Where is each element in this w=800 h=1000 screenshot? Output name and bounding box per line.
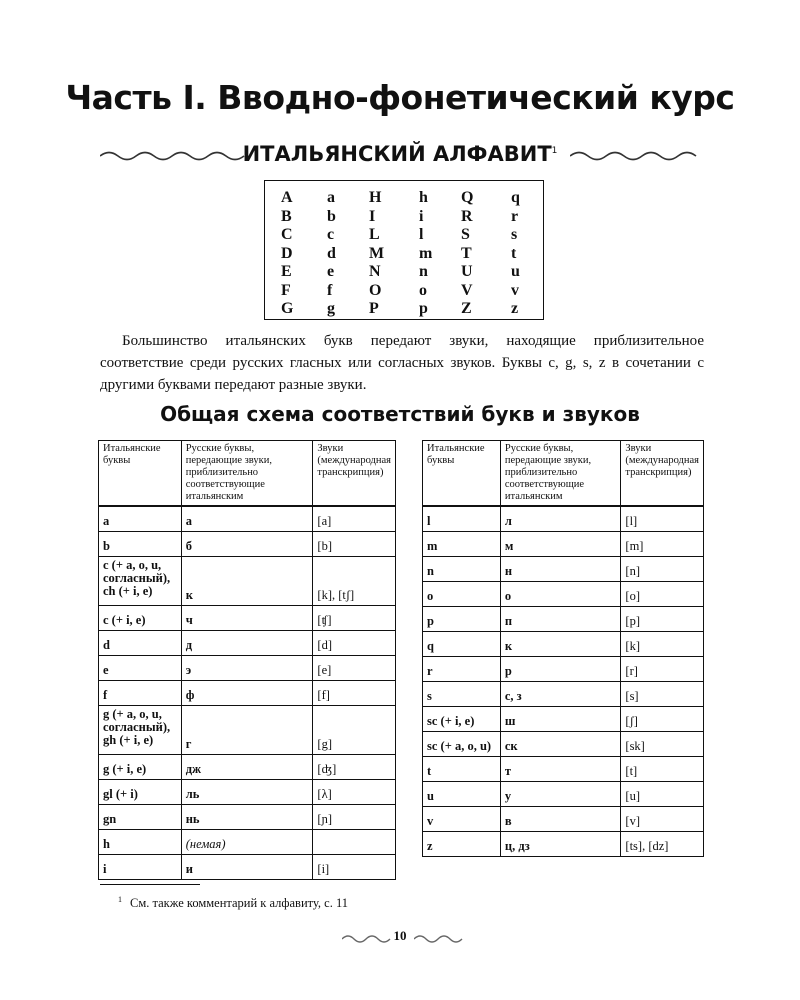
page-number-left-ornament <box>342 934 392 944</box>
alphabet-letter: Q <box>461 189 474 206</box>
italian-letter-cell: b <box>99 532 182 557</box>
table-row <box>423 832 704 857</box>
italian-letter-cell: q <box>423 632 501 657</box>
alphabet-letter: G <box>281 300 294 317</box>
sound-cell: [a] <box>313 506 396 532</box>
footnote-mark: 1 <box>118 895 122 904</box>
table-row <box>99 805 396 830</box>
russian-letter-cell: ш <box>500 707 621 732</box>
alphabet-letter: B <box>281 207 292 225</box>
alphabet-letter: g <box>327 300 335 317</box>
sound-cell: [k], [tʃ] <box>313 557 396 606</box>
table-row <box>99 631 396 656</box>
italian-letter-cell: u <box>423 782 501 807</box>
sound-cell: [λ] <box>313 780 396 805</box>
russian-letter-cell: (немая) <box>181 830 313 855</box>
alphabet-letter: H <box>369 189 382 206</box>
table-row <box>423 707 704 732</box>
header-italian-letters: Итальянские буквы <box>99 441 182 507</box>
sound-cell: [b] <box>313 532 396 557</box>
sound-cell: [i] <box>313 855 396 880</box>
alphabet-letter: f <box>327 281 333 299</box>
sound-cell: [u] <box>621 782 704 807</box>
italian-letter-cell: z <box>423 832 501 857</box>
alphabet-letter: i <box>419 207 424 225</box>
russian-letter-cell: г <box>181 706 313 755</box>
alphabet-letter: A <box>281 189 293 206</box>
table-row <box>423 732 704 757</box>
italian-letter-cell: gn <box>99 805 182 830</box>
italian-letter-cell: h <box>99 830 182 855</box>
table-row <box>423 807 704 832</box>
italian-letter-cell: e <box>99 656 182 681</box>
sound-cell: [m] <box>621 532 704 557</box>
russian-letter-cell: т <box>500 757 621 782</box>
sound-cell: [f] <box>313 681 396 706</box>
russian-letter-cell: ч <box>181 606 313 631</box>
alphabet-letter: C <box>281 226 293 243</box>
table-heading: Общая схема соответствий букв и звуков <box>160 402 640 426</box>
header-russian-letters: Русские буквы, передающие звуки, приблизительно соответствующие итальянским <box>500 441 621 507</box>
alphabet-letter: l <box>419 226 424 243</box>
page-title: Часть I. Вводно-фонетический курс <box>65 78 735 117</box>
alphabet-letter: Z <box>461 300 472 317</box>
alphabet-box <box>264 180 544 320</box>
alphabet-letter: s <box>511 226 518 243</box>
alphabet-letter: F <box>281 281 291 299</box>
section-title-text: ИТАЛЬЯНСКИЙ АЛФАВИТ <box>242 142 552 166</box>
italian-letter-cell: g (+ a, o, u, согласный), gh (+ i, e) <box>99 706 182 755</box>
italian-letter-cell: s <box>423 682 501 707</box>
alphabet-letter: P <box>369 300 379 317</box>
italian-letter-cell: d <box>99 631 182 656</box>
sound-cell: [g] <box>313 706 396 755</box>
russian-letter-cell: п <box>500 607 621 632</box>
alphabet-letter: a <box>327 189 335 206</box>
alphabet-letter: R <box>461 207 473 225</box>
russian-letter-cell: и <box>181 855 313 880</box>
italian-letter-cell: t <box>423 757 501 782</box>
alphabet-letter: t <box>511 244 517 262</box>
table-row <box>99 755 396 780</box>
russian-letter-cell: л <box>500 506 621 532</box>
russian-letter-cell: к <box>181 557 313 606</box>
alphabet-letter: V <box>461 281 473 299</box>
italian-letter-cell: sc (+ i, e) <box>423 707 501 732</box>
alphabet-letter: e <box>327 263 335 280</box>
sound-cell: [n] <box>621 557 704 582</box>
russian-letter-cell: н <box>500 557 621 582</box>
header-italian-letters: Итальянские буквы <box>423 441 501 507</box>
alphabet-letter: r <box>511 207 519 225</box>
sound-cell: [r] <box>621 657 704 682</box>
sound-cell: [ɲ] <box>313 805 396 830</box>
russian-letter-cell: м <box>500 532 621 557</box>
table-row <box>99 532 396 557</box>
italian-letter-cell: c (+ a, o, u, согласный), ch (+ i, e) <box>99 557 182 606</box>
alphabet-letter: u <box>511 263 520 280</box>
italian-letter-cell: f <box>99 681 182 706</box>
alphabet-letter: N <box>369 263 381 280</box>
sound-cell: [sk] <box>621 732 704 757</box>
italian-letter-cell: c (+ i, e) <box>99 606 182 631</box>
russian-letter-cell: у <box>500 782 621 807</box>
alphabet-letter: O <box>369 281 382 299</box>
page-number: 10 <box>393 928 407 943</box>
russian-letter-cell: р <box>500 657 621 682</box>
table-row <box>423 557 704 582</box>
alphabet-letter: z <box>511 300 519 317</box>
alphabet-letter: I <box>369 207 376 225</box>
table-row <box>423 632 704 657</box>
right-wave-ornament <box>570 150 700 162</box>
russian-letter-cell: в <box>500 807 621 832</box>
italian-letter-cell: a <box>99 506 182 532</box>
sound-cell: [ʃ] <box>621 707 704 732</box>
table-row <box>99 780 396 805</box>
sound-cell: [o] <box>621 582 704 607</box>
alphabet-letter: d <box>327 244 336 262</box>
table-row <box>99 855 396 880</box>
italian-letter-cell: v <box>423 807 501 832</box>
italian-letter-cell: m <box>423 532 501 557</box>
table-row <box>423 582 704 607</box>
alphabet-letter: L <box>369 226 380 243</box>
table-row <box>99 706 396 755</box>
sound-cell: [v] <box>621 807 704 832</box>
alphabet-letter: E <box>281 263 292 280</box>
sound-cell: [d] <box>313 631 396 656</box>
table-row <box>99 557 396 606</box>
russian-letter-cell: э <box>181 656 313 681</box>
russian-letter-cell: б <box>181 532 313 557</box>
section-title-row <box>100 142 700 172</box>
table-row <box>99 656 396 681</box>
alphabet-letter: n <box>419 263 428 280</box>
footnote-text: См. также комментарий к алфавиту, с. 11 <box>130 896 349 911</box>
table-row <box>423 782 704 807</box>
table-row <box>423 506 704 532</box>
table-row <box>423 757 704 782</box>
table-row <box>99 681 396 706</box>
sound-cell: [t] <box>621 757 704 782</box>
italian-letter-cell: sc (+ a, o, u) <box>423 732 501 757</box>
sound-cell: [l] <box>621 506 704 532</box>
header-russian-letters: Русские буквы, передающие звуки, приблизительно соответствующие итальянским <box>181 441 313 507</box>
alphabet-letter: m <box>419 244 433 262</box>
russian-letter-cell: с, з <box>500 682 621 707</box>
footnote <box>118 895 348 911</box>
sound-cell: [e] <box>313 656 396 681</box>
table-row <box>423 682 704 707</box>
alphabet-letter: S <box>461 226 470 243</box>
italian-letter-cell: g (+ i, e) <box>99 755 182 780</box>
header-sounds: Звуки (международная транскрипция) <box>621 441 704 507</box>
russian-letter-cell: к <box>500 632 621 657</box>
italian-letter-cell: l <box>423 506 501 532</box>
italian-letter-cell: p <box>423 607 501 632</box>
russian-letter-cell: нь <box>181 805 313 830</box>
sound-cell: [p] <box>621 607 704 632</box>
table-row <box>99 830 396 855</box>
alphabet-letter: q <box>511 189 520 206</box>
alphabet-letter: M <box>369 244 385 262</box>
russian-letter-cell: ск <box>500 732 621 757</box>
alphabet-grid <box>281 189 551 319</box>
sound-cell: [s] <box>621 682 704 707</box>
alphabet-letter: h <box>419 189 428 206</box>
alphabet-letter: T <box>461 244 472 262</box>
table-row <box>423 532 704 557</box>
alphabet-letter: D <box>281 244 293 262</box>
alphabet-letter: c <box>327 226 335 243</box>
table-row <box>99 606 396 631</box>
italian-letter-cell: o <box>423 582 501 607</box>
sound-cell <box>313 830 396 855</box>
page-number-row <box>0 928 800 944</box>
footnote-divider <box>100 884 200 885</box>
russian-letter-cell: ц, дз <box>500 832 621 857</box>
page-number-right-ornament <box>414 934 464 944</box>
alphabet-letter: v <box>511 281 519 299</box>
table-row <box>99 506 396 532</box>
sound-cell: [k] <box>621 632 704 657</box>
alphabet-letter: U <box>461 263 473 280</box>
alphabet-letter: o <box>419 281 427 299</box>
russian-letter-cell: дж <box>181 755 313 780</box>
header-sounds: Звуки (международная транскрипция) <box>313 441 396 507</box>
italian-letter-cell: i <box>99 855 182 880</box>
intro-paragraph: Большинство итальянских букв передают звуки, находящие приблизительное соответствие среди русских гласных или согласных звуков. Буквы c, g, s, z в сочетании с другими буквами передают разные звуки. <box>100 333 704 393</box>
italian-letter-cell: r <box>423 657 501 682</box>
russian-letter-cell: ль <box>181 780 313 805</box>
italian-letter-cell: gl (+ i) <box>99 780 182 805</box>
table-row <box>423 607 704 632</box>
russian-letter-cell: о <box>500 582 621 607</box>
correspondence-table-right <box>422 440 704 857</box>
russian-letter-cell: д <box>181 631 313 656</box>
section-footnote-mark: 1 <box>551 146 558 156</box>
sound-cell: [ʤ] <box>313 755 396 780</box>
russian-letter-cell: а <box>181 506 313 532</box>
alphabet-letter: b <box>327 207 336 225</box>
table-row <box>423 657 704 682</box>
correspondence-table-left <box>98 440 396 880</box>
italian-letter-cell: n <box>423 557 501 582</box>
sound-cell: [ʧ] <box>313 606 396 631</box>
sound-cell: [ts], [dz] <box>621 832 704 857</box>
alphabet-letter: p <box>419 300 428 317</box>
russian-letter-cell: ф <box>181 681 313 706</box>
